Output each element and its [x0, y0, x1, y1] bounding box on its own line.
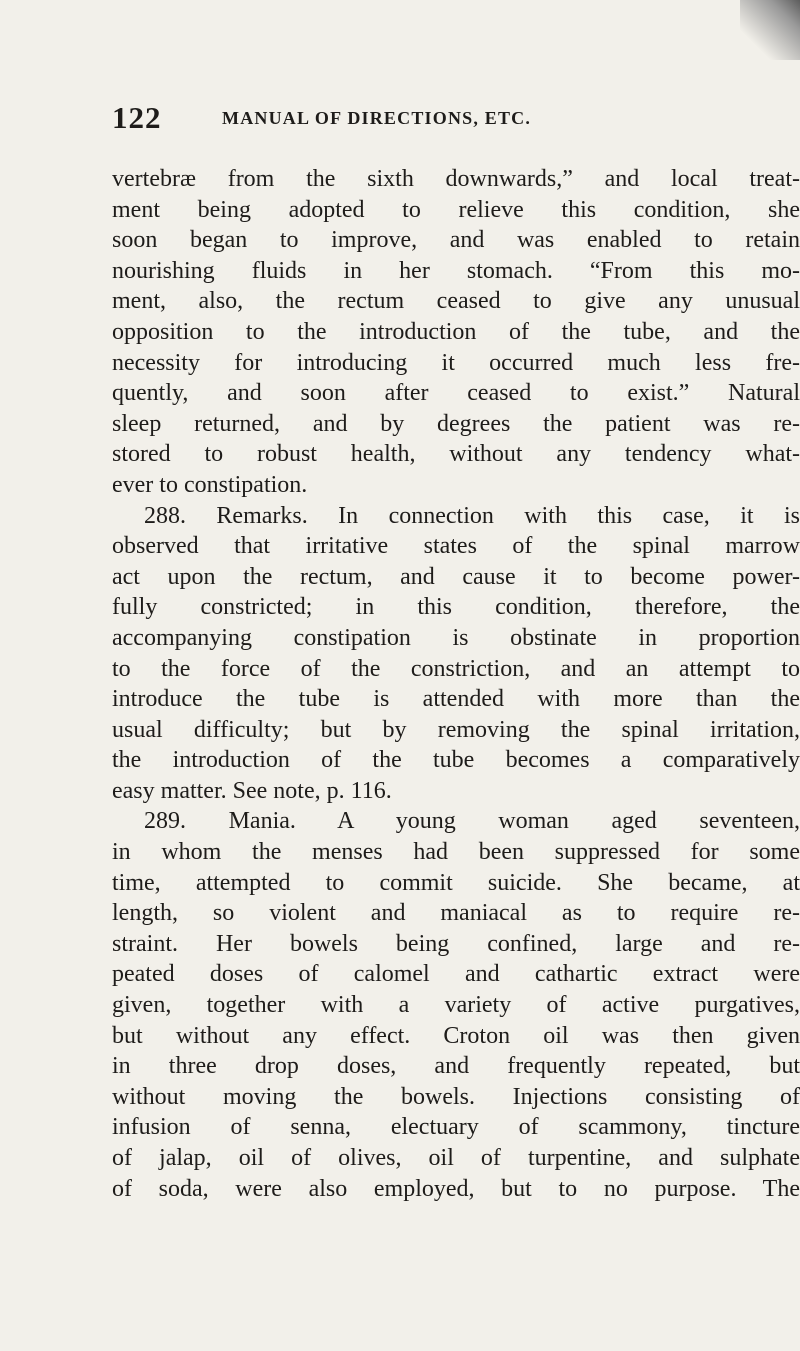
- text-line: sleep returned, and by degrees the patient was re-: [112, 410, 800, 437]
- text-line: to the force of the constriction, and an attempt to: [112, 655, 800, 682]
- text-line: accompanying constipation is obstinate in proportion: [112, 624, 800, 651]
- text-line: easy matter. See note, p. 116.: [112, 777, 392, 804]
- text-line: observed that irritative states of the spinal marrow: [112, 533, 800, 560]
- text-line: ever to constipation.: [112, 471, 308, 498]
- text-line: ment, also, the rectum ceased to give any unusual: [112, 288, 800, 315]
- running-head: [112, 100, 800, 140]
- text-line: opposition to the introduction of the tube, and the: [112, 318, 800, 345]
- text-line: straint. Her bowels being confined, large and re-: [112, 930, 800, 957]
- text-line: vertebræ from the sixth downwards,” and local treat-: [112, 166, 800, 192]
- text-line: in three drop doses, and frequently repeated, but: [112, 1053, 800, 1080]
- text-line: soon began to improve, and was enabled to retain: [112, 227, 800, 254]
- text-line: given, together with a variety of active purgatives,: [112, 992, 800, 1019]
- paragraph-288-start: 288. Remarks. In connection with this case, it is: [144, 502, 800, 529]
- text-line: without moving the bowels. Injections consisting of: [112, 1083, 800, 1110]
- text-line: time, attempted to commit suicide. She became, at: [112, 869, 800, 896]
- text-line: ment being adopted to relieve this condition, she: [112, 196, 800, 223]
- text-line: act upon the rectum, and cause it to become power-: [112, 563, 800, 590]
- paragraph-289-start: 289. Mania. A young woman aged seventeen,: [144, 808, 800, 835]
- text-line: of soda, were also employed, but to no purpose. The: [112, 1175, 800, 1202]
- running-title: MANUAL OF DIRECTIONS, ETC.: [222, 108, 532, 128]
- text-line: stored to robust health, without any tendency what-: [112, 441, 800, 468]
- text-line: necessity for introducing it occurred much less fre-: [112, 349, 800, 376]
- text-line: fully constricted; in this condition, therefore, the: [112, 594, 800, 621]
- body-text: [112, 164, 800, 1204]
- text-line: quently, and soon after ceased to exist.” Natural: [112, 380, 800, 407]
- text-line: usual difficulty; but by removing the spinal irritation,: [112, 716, 800, 743]
- text-line: but without any effect. Croton oil was then given: [112, 1022, 800, 1049]
- scan-corner-shadow: [740, 0, 800, 60]
- text-line: in whom the menses had been suppressed for some: [112, 839, 800, 866]
- text-line: introduce the tube is attended with more than the: [112, 686, 800, 713]
- text-line: of jalap, oil of olives, oil of turpentine, and sulphate: [112, 1145, 800, 1171]
- text-line: nourishing fluids in her stomach. “From this mo-: [112, 257, 800, 284]
- text-line: infusion of senna, electuary of scammony, tincture: [112, 1114, 800, 1141]
- text-line: length, so violent and maniacal as to require re-: [112, 900, 800, 927]
- text-line: peated doses of calomel and cathartic extract were: [112, 961, 800, 988]
- page-number: 122: [112, 100, 162, 135]
- text-line: the introduction of the tube becomes a comparatively: [112, 747, 800, 774]
